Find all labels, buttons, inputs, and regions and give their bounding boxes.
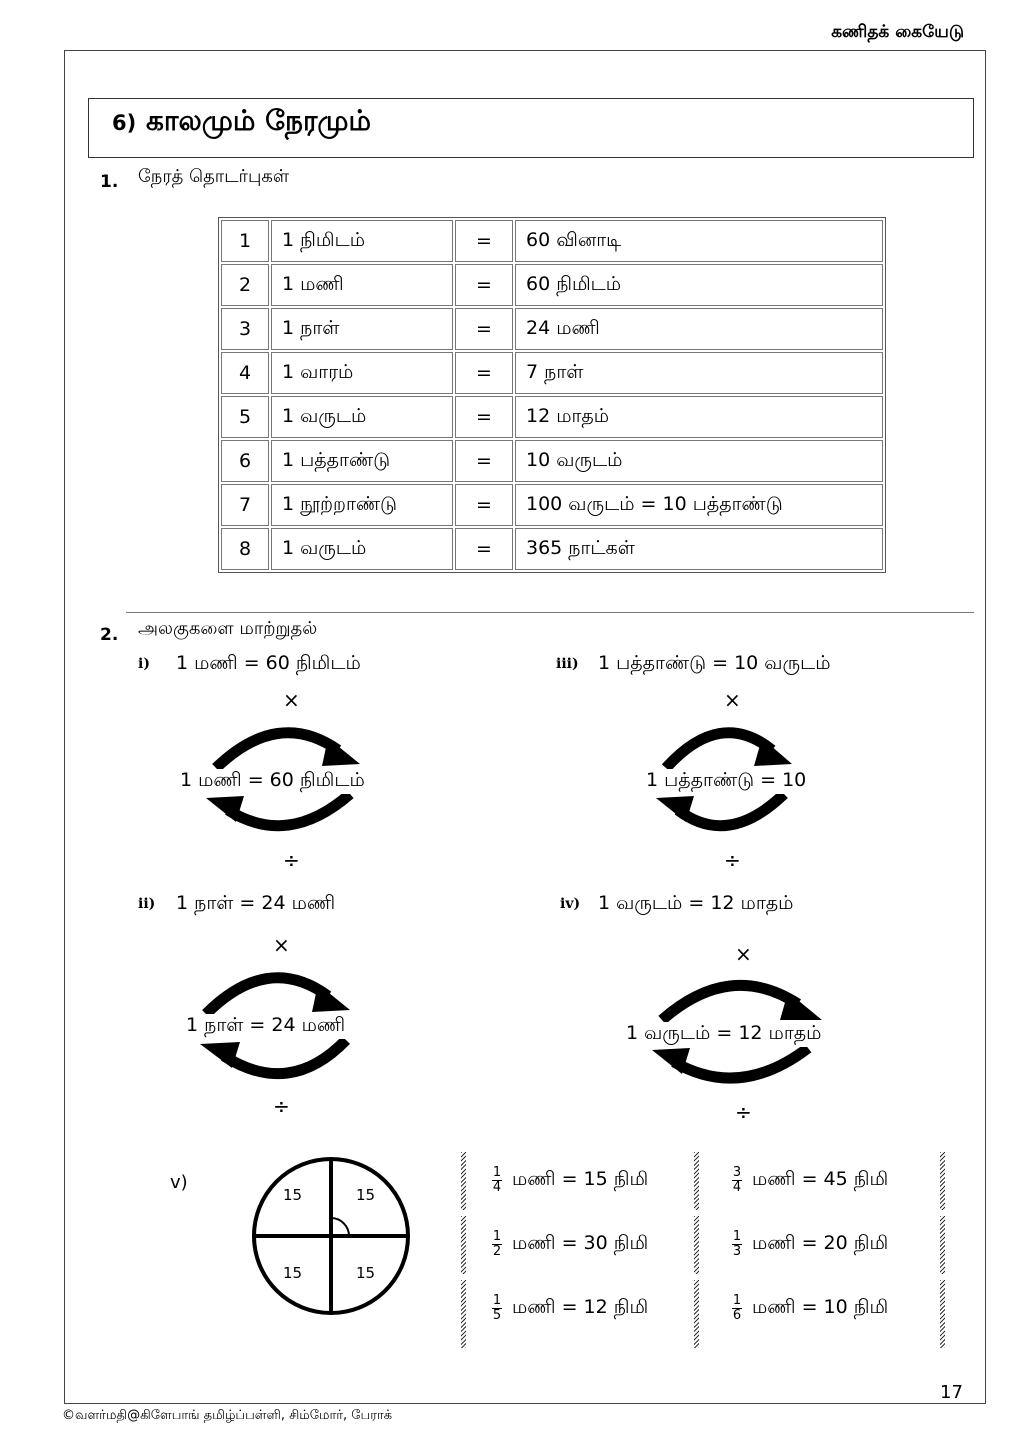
fraction — [492, 1230, 502, 1259]
numerator: 3 — [732, 1165, 742, 1180]
conversion-title: 1 மணி = 60 நிமிடம் — [176, 652, 361, 674]
top-arrow-arc — [662, 985, 798, 1020]
fraction — [732, 1230, 742, 1259]
section1-number: 1. — [100, 172, 119, 192]
row-right: 24 மணி — [515, 308, 883, 350]
fraction-fact — [492, 1230, 648, 1259]
multiply-sign: × — [273, 933, 290, 957]
row-left: 1 பத்தாண்டு — [271, 440, 453, 482]
row-number: 8 — [221, 528, 269, 570]
fraction — [492, 1166, 502, 1195]
conversion-title: 1 வருடம் = 12 மாதம் — [598, 892, 794, 914]
row-right: 365 நாட்கள் — [515, 528, 883, 570]
row-equals: = — [455, 308, 513, 350]
divide-sign: ÷ — [283, 848, 300, 872]
hatched-separator — [461, 1280, 466, 1348]
divide-sign: ÷ — [724, 848, 741, 872]
row-equals: = — [455, 528, 513, 570]
conversion-equation: 1 பத்தாண்டு = 10 — [646, 769, 806, 794]
conversion-label: iii) — [556, 656, 579, 672]
conversion-title: 1 நாள் = 24 மணி — [176, 892, 336, 914]
row-right: 7 நாள் — [515, 352, 883, 394]
row-number: 3 — [221, 308, 269, 350]
row-equals: = — [455, 440, 513, 482]
row-equals: = — [455, 352, 513, 394]
fraction-text: மணி = 45 நிமி — [752, 1168, 889, 1190]
quadrant-value: 15 — [356, 1264, 376, 1282]
numerator: 1 — [492, 1165, 502, 1180]
denominator: 6 — [732, 1308, 742, 1323]
quadrant-value: 15 — [356, 1186, 376, 1204]
divide-sign: ÷ — [273, 1094, 290, 1118]
chapter-number: 6) — [112, 111, 137, 135]
page-number: 17 — [940, 1382, 963, 1403]
fraction-fact — [732, 1230, 888, 1259]
time-relations-table — [218, 217, 886, 573]
row-left: 1 நிமிடம் — [271, 220, 453, 262]
row-number: 6 — [221, 440, 269, 482]
multiply-sign: × — [283, 688, 300, 712]
bottom-arrow-arc — [224, 1040, 346, 1074]
conversion-label: ii) — [138, 896, 156, 912]
hatched-separator — [940, 1216, 945, 1274]
fraction-fact — [492, 1294, 648, 1323]
fraction — [732, 1166, 742, 1195]
chapter-title — [112, 104, 371, 141]
row-right: 100 வருடம் = 10 பத்தாண்டு — [515, 484, 883, 526]
row-number: 4 — [221, 352, 269, 394]
numerator: 1 — [492, 1293, 502, 1308]
fraction-text: மணி = 30 நிமி — [512, 1232, 649, 1254]
conversion-equation: 1 நாள் = 24 மணி — [186, 1014, 345, 1039]
table-row — [221, 264, 883, 306]
hatched-separator — [694, 1216, 699, 1274]
section2-number: 2. — [100, 625, 119, 645]
row-right: 60 நிமிடம் — [515, 264, 883, 306]
denominator: 4 — [492, 1180, 502, 1195]
row-number: 5 — [221, 396, 269, 438]
fraction-text: மணி = 15 நிமி — [512, 1168, 649, 1190]
row-left: 1 வருடம் — [271, 396, 453, 438]
fraction-fact — [732, 1166, 888, 1195]
row-right: 10 வருடம் — [515, 440, 883, 482]
footer-credit: ©வளர்மதி@கிளேபாங் தமிழ்ப்பள்ளி, சிம்மோர், பேராக் — [62, 1408, 393, 1423]
part-v-label: v) — [170, 1172, 188, 1193]
denominator: 5 — [492, 1308, 502, 1323]
book-title: கணிதக் கையேடு — [831, 22, 964, 42]
divide-sign: ÷ — [735, 1100, 752, 1124]
denominator: 2 — [492, 1244, 502, 1259]
fraction-fact — [732, 1294, 888, 1323]
numerator: 1 — [732, 1293, 742, 1308]
table-row — [221, 308, 883, 350]
table-row — [221, 220, 883, 262]
conversion-label: i) — [138, 656, 150, 672]
conversion-equation: 1 வருடம் = 12 மாதம் — [626, 1022, 821, 1047]
clock-quarters-diagram — [250, 1155, 412, 1317]
fraction-fact — [492, 1166, 648, 1195]
fraction-text: மணி = 10 நிமி — [752, 1296, 889, 1318]
fraction — [732, 1294, 742, 1323]
top-arrow-arc — [206, 978, 328, 1014]
section-divider — [126, 612, 974, 613]
row-equals: = — [455, 396, 513, 438]
fraction-text: மணி = 12 நிமி — [512, 1296, 649, 1318]
row-left: 1 வருடம் — [271, 528, 453, 570]
section1-title: நேரத் தொடர்புகள் — [138, 166, 290, 187]
row-left: 1 மணி — [271, 264, 453, 306]
top-arrowhead — [312, 984, 350, 1012]
conversion-equation: 1 மணி = 60 நிமிடம் — [180, 769, 365, 794]
multiply-sign: × — [724, 688, 741, 712]
row-equals: = — [455, 220, 513, 262]
row-number: 2 — [221, 264, 269, 306]
hatched-separator — [940, 1280, 945, 1348]
row-equals: = — [455, 264, 513, 306]
row-left: 1 நூற்றாண்டு — [271, 484, 453, 526]
multiply-sign: × — [735, 942, 752, 966]
row-number: 1 — [221, 220, 269, 262]
hatched-separator — [694, 1152, 699, 1210]
fraction-text: மணி = 20 நிமி — [752, 1232, 889, 1254]
hatched-separator — [694, 1280, 699, 1348]
row-left: 1 வாரம் — [271, 352, 453, 394]
bottom-arrow-arc — [678, 794, 784, 826]
quadrant-value: 15 — [283, 1264, 303, 1282]
table-row — [221, 528, 883, 570]
bottom-arrow-arc — [228, 794, 350, 826]
section2-title: அலகுகளை மாற்றுதல் — [138, 618, 318, 639]
denominator: 4 — [732, 1180, 742, 1195]
row-right: 12 மாதம் — [515, 396, 883, 438]
row-left: 1 நாள் — [271, 308, 453, 350]
hatched-separator — [940, 1152, 945, 1210]
table-row — [221, 440, 883, 482]
table-row — [221, 484, 883, 526]
conversion-title: 1 பத்தாண்டு = 10 வருடம் — [598, 652, 831, 674]
hatched-separator — [461, 1152, 466, 1210]
row-equals: = — [455, 484, 513, 526]
top-arrowhead — [322, 738, 360, 766]
numerator: 1 — [732, 1229, 742, 1244]
fraction — [492, 1294, 502, 1323]
table-row — [221, 352, 883, 394]
bottom-arrow-arc — [674, 1048, 808, 1078]
row-right: 60 வினாடி — [515, 220, 883, 262]
numerator: 1 — [492, 1229, 502, 1244]
conversion-label: iv) — [560, 896, 581, 912]
denominator: 3 — [732, 1244, 742, 1259]
table-row — [221, 396, 883, 438]
row-number: 7 — [221, 484, 269, 526]
chapter-title-text: காலமும் நேரமும் — [145, 104, 372, 137]
top-arrow-arc — [216, 733, 338, 768]
quadrant-value: 15 — [283, 1186, 303, 1204]
hatched-separator — [461, 1216, 466, 1274]
